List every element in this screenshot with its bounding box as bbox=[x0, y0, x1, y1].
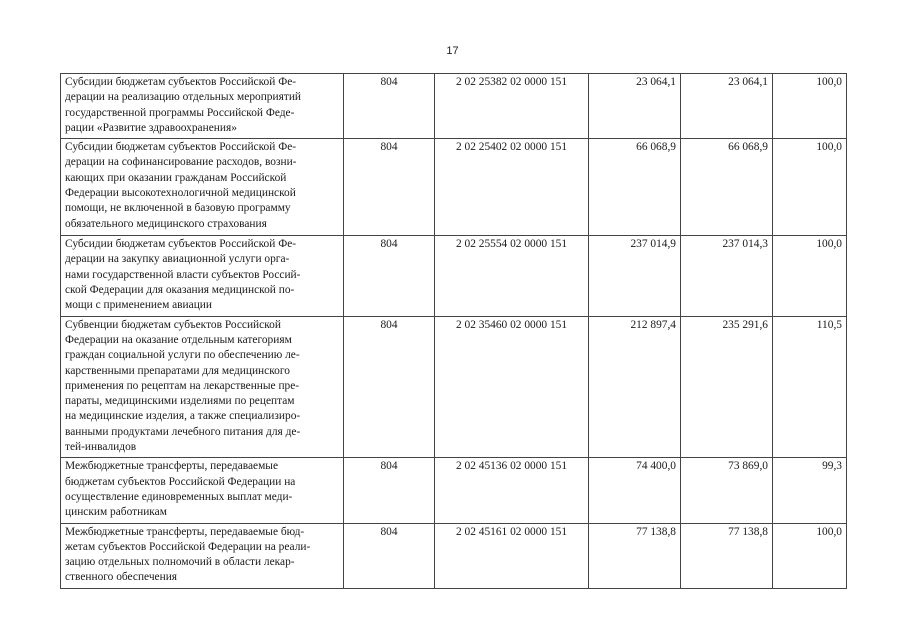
row-kbk-cell: 2 02 45161 02 0000 151 bbox=[435, 523, 589, 588]
budget-table bbox=[60, 73, 847, 589]
row-percent-cell: 99,3 bbox=[773, 458, 847, 523]
row-plan-cell: 66 068,9 bbox=[589, 139, 681, 236]
row-name-cell bbox=[61, 458, 344, 523]
row-percent-cell: 100,0 bbox=[773, 236, 847, 316]
row-plan-cell: 237 014,9 bbox=[589, 236, 681, 316]
row-name-cell bbox=[61, 316, 344, 458]
row-code-cell: 804 bbox=[344, 458, 435, 523]
row-name-text: Межбюджетные трансферты, передаваемые бюджетам субъектов Российской Федерации на осуществление единовременных выплат меди- цинским работникам bbox=[65, 460, 296, 519]
row-fact-cell: 235 291,6 bbox=[681, 316, 773, 458]
row-name-text: Субсидии бюджетам субъектов Российской Фе- дерации на закупку авиационной услуги орга- нами государственной власти субъектов Россий- ской Федерации для оказания медицинской по- мощи с применением авиации bbox=[65, 238, 301, 312]
row-percent-cell: 110,5 bbox=[773, 316, 847, 458]
row-plan-cell: 74 400,0 bbox=[589, 458, 681, 523]
table-row bbox=[61, 458, 847, 523]
row-fact-cell: 23 064,1 bbox=[681, 74, 773, 139]
row-name-cell bbox=[61, 139, 344, 236]
row-code-cell: 804 bbox=[344, 236, 435, 316]
table-row bbox=[61, 316, 847, 458]
table-row bbox=[61, 236, 847, 316]
row-name-text: Субсидии бюджетам субъектов Российской Фе- дерации на реализацию отдельных мероприятий государственной программы Российской Феде- рации «Развитие здравоохранения» bbox=[65, 76, 302, 134]
row-plan-cell: 212 897,4 bbox=[589, 316, 681, 458]
row-code-cell: 804 bbox=[344, 523, 435, 588]
row-name-cell bbox=[61, 523, 344, 588]
row-kbk-cell: 2 02 35460 02 0000 151 bbox=[435, 316, 589, 458]
row-name-cell bbox=[61, 74, 344, 139]
row-kbk-cell: 2 02 25554 02 0000 151 bbox=[435, 236, 589, 316]
row-kbk-cell: 2 02 45136 02 0000 151 bbox=[435, 458, 589, 523]
table-row bbox=[61, 523, 847, 588]
row-kbk-cell: 2 02 25402 02 0000 151 bbox=[435, 139, 589, 236]
row-code-cell: 804 bbox=[344, 316, 435, 458]
row-kbk-cell: 2 02 25382 02 0000 151 bbox=[435, 74, 589, 139]
row-name-text: Субвенции бюджетам субъектов Российской Федерации на оказание отдельным категориям граждан социальной услуги по обеспечению ле- карственными препаратами для медицинского применения по рецептам на лекарственные пре- параты, медицинскими изделиями по рецептам на медицинские изделия, а также специализиро- ванными продуктами лечебного питания для де- тей-инвалидов bbox=[65, 318, 301, 454]
row-name-text: Субсидии бюджетам субъектов Российской Фе- дерации на софинансирование расходов, возни- кающих при оказании гражданам Российской Федерации высокотехнологичной медицинской помощи, не включенной в базовую программу обязательного медицинского страхования bbox=[65, 141, 297, 230]
row-code-cell: 804 bbox=[344, 139, 435, 236]
row-fact-cell: 77 138,8 bbox=[681, 523, 773, 588]
row-plan-cell: 23 064,1 bbox=[589, 74, 681, 139]
row-plan-cell: 77 138,8 bbox=[589, 523, 681, 588]
row-percent-cell: 100,0 bbox=[773, 74, 847, 139]
row-fact-cell: 237 014,3 bbox=[681, 236, 773, 316]
table-row bbox=[61, 74, 847, 139]
row-percent-cell: 100,0 bbox=[773, 523, 847, 588]
table-row bbox=[61, 139, 847, 236]
row-fact-cell: 73 869,0 bbox=[681, 458, 773, 523]
page-number: 17 bbox=[446, 45, 459, 57]
row-code-cell: 804 bbox=[344, 74, 435, 139]
row-name-cell bbox=[61, 236, 344, 316]
row-percent-cell: 100,0 bbox=[773, 139, 847, 236]
row-fact-cell: 66 068,9 bbox=[681, 139, 773, 236]
row-name-text: Межбюджетные трансферты, передаваемые бюд- жетам субъектов Российской Федерации на реали- зацию отдельных полномочий в области лекар- ственного обеспечения bbox=[65, 525, 311, 584]
